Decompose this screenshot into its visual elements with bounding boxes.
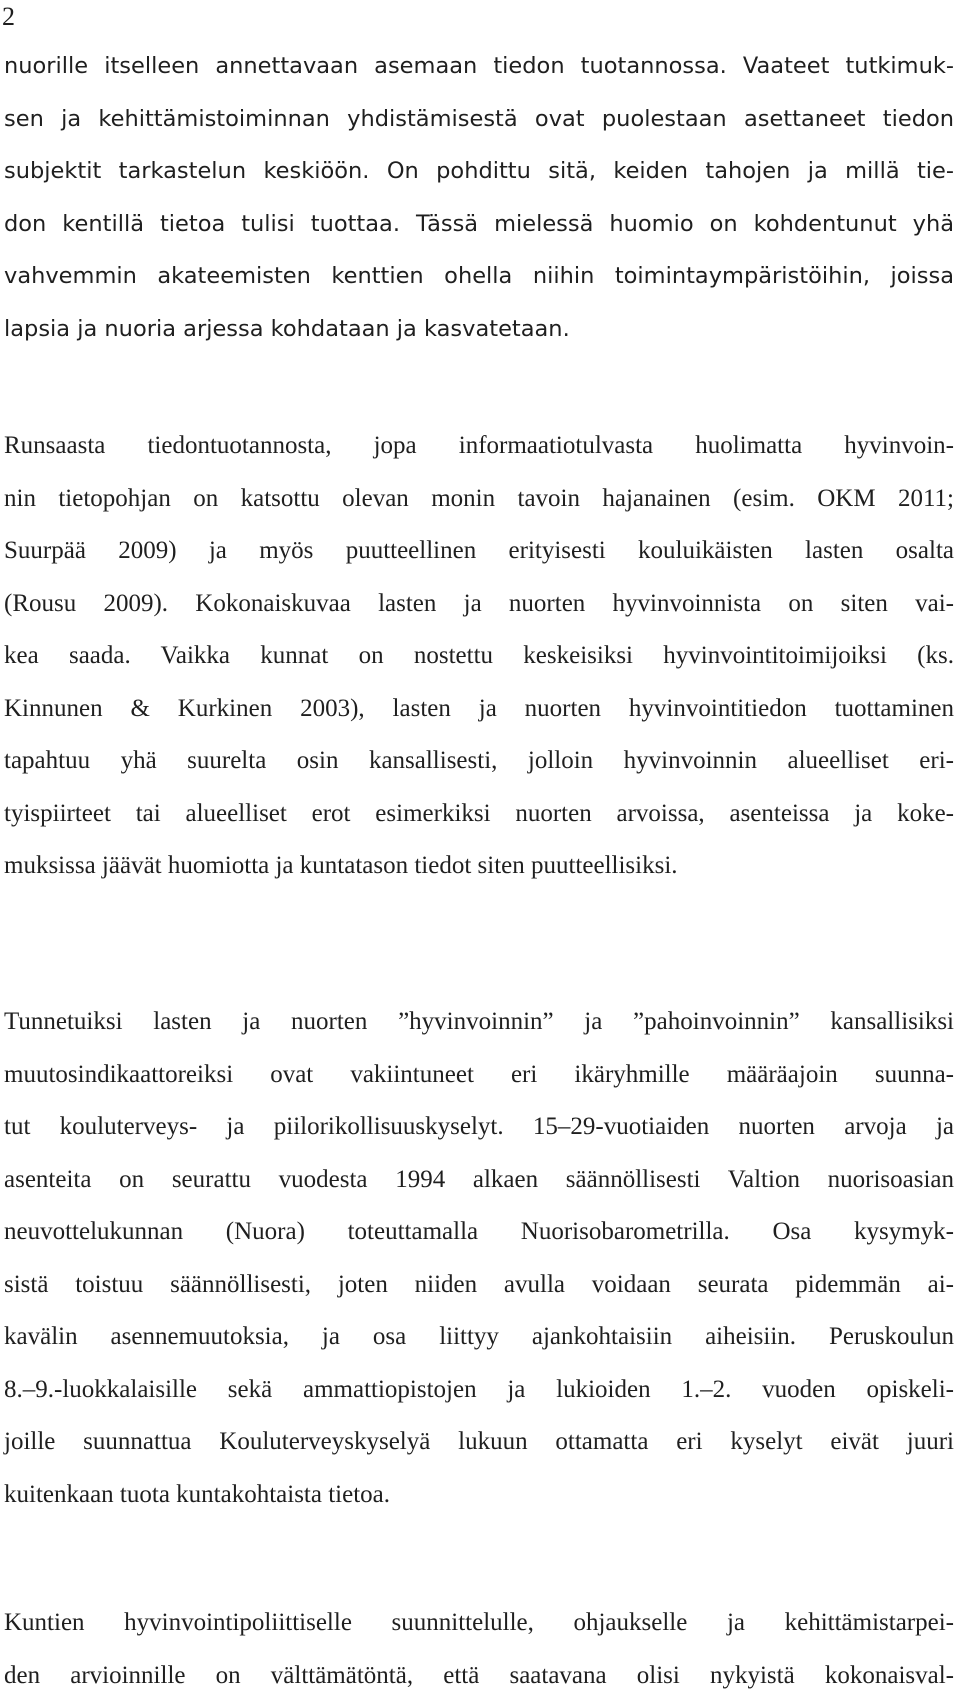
- text-line: Suurpää 2009) ja myös puutteellinen erityisesti kouluikäisten lasten osalta: [4, 525, 954, 578]
- text-line: don kentillä tietoa tulisi tuottaa. Tässä mielessä huomio on kohdentunut yhä: [4, 198, 954, 251]
- text-line: den arvioinnille on välttämätöntä, että saatavana olisi nykyistä kokonaisval-: [4, 1650, 954, 1702]
- text-line: kavälin asennemuutoksia, ja osa liittyy ajankohtaisiin aiheisiin. Peruskoulun: [4, 1311, 954, 1364]
- text-line: nin tietopohjan on katsottu olevan monin tavoin hajanainen (esim. OKM 2011;: [4, 473, 954, 526]
- paragraph-1: [4, 40, 954, 355]
- paragraph-3: [4, 996, 954, 1521]
- text-line: Tunnetuiksi lasten ja nuorten ”hyvinvoinnin” ja ”pahoinvoinnin” kansallisiksi: [4, 996, 954, 1049]
- text-line: kuitenkaan tuota kuntakohtaista tietoa.: [4, 1469, 954, 1522]
- text-line: 8.–9.-luokkalaisille sekä ammattiopistojen ja lukioiden 1.–2. vuoden opiskeli-: [4, 1364, 954, 1417]
- text-line: (Rousu 2009). Kokonaiskuvaa lasten ja nuorten hyvinvoinnista on siten vai-: [4, 578, 954, 631]
- text-line: nuorille itselleen annettavaan asemaan tiedon tuotannossa. Vaateet tutkimuk-: [4, 40, 954, 93]
- text-line: vahvemmin akateemisten kenttien ohella niihin toimintaympäristöihin, joissa: [4, 250, 954, 303]
- text-line: tapahtuu yhä suurelta osin kansallisesti, jolloin hyvinvoinnin alueelliset eri-: [4, 735, 954, 788]
- text-line: Runsaasta tiedontuotannosta, jopa informaatiotulvasta huolimatta hyvinvoin-: [4, 420, 954, 473]
- text-line: muksissa jäävät huomiotta ja kuntatason tiedot siten puutteellisiksi.: [4, 840, 954, 893]
- text-line: lapsia ja nuoria arjessa kohdataan ja kasvatetaan.: [4, 303, 954, 356]
- text-line: sen ja kehittämistoiminnan yhdistämisestä ovat puolestaan asettaneet tiedon: [4, 93, 954, 146]
- text-line: muutosindikaattoreiksi ovat vakiintuneet eri ikäryhmille määräajoin suunna-: [4, 1049, 954, 1102]
- text-line: tyispiirteet tai alueelliset erot esimerkiksi nuorten arvoissa, asenteissa ja koke-: [4, 788, 954, 841]
- paragraph-4: [4, 1597, 954, 1702]
- text-line: Kuntien hyvinvointipoliittiselle suunnittelulle, ohjaukselle ja kehittämistarpei-: [4, 1597, 954, 1650]
- text-line: tut kouluterveys- ja piilorikollisuuskyselyt. 15–29-vuotiaiden nuorten arvoja ja: [4, 1101, 954, 1154]
- text-line: asenteita on seurattu vuodesta 1994 alkaen säännöllisesti Valtion nuorisoasian: [4, 1154, 954, 1207]
- text-line: subjektit tarkastelun keskiöön. On pohdittu sitä, keiden tahojen ja millä tie-: [4, 145, 954, 198]
- text-line: Kinnunen & Kurkinen 2003), lasten ja nuorten hyvinvointitiedon tuottaminen: [4, 683, 954, 736]
- text-line: sistä toistuu säännöllisesti, joten niiden avulla voidaan seurata pidemmän ai-: [4, 1259, 954, 1312]
- text-line: kea saada. Vaikka kunnat on nostettu keskeisiksi hyvinvointitoimijoiksi (ks.: [4, 630, 954, 683]
- page-number: 2: [2, 2, 15, 32]
- text-line: joille suunnattua Kouluterveyskyselyä lukuun ottamatta eri kyselyt eivät juuri: [4, 1416, 954, 1469]
- text-line: neuvottelukunnan (Nuora) toteuttamalla Nuorisobarometrilla. Osa kysymyk-: [4, 1206, 954, 1259]
- paragraph-2: [4, 420, 954, 893]
